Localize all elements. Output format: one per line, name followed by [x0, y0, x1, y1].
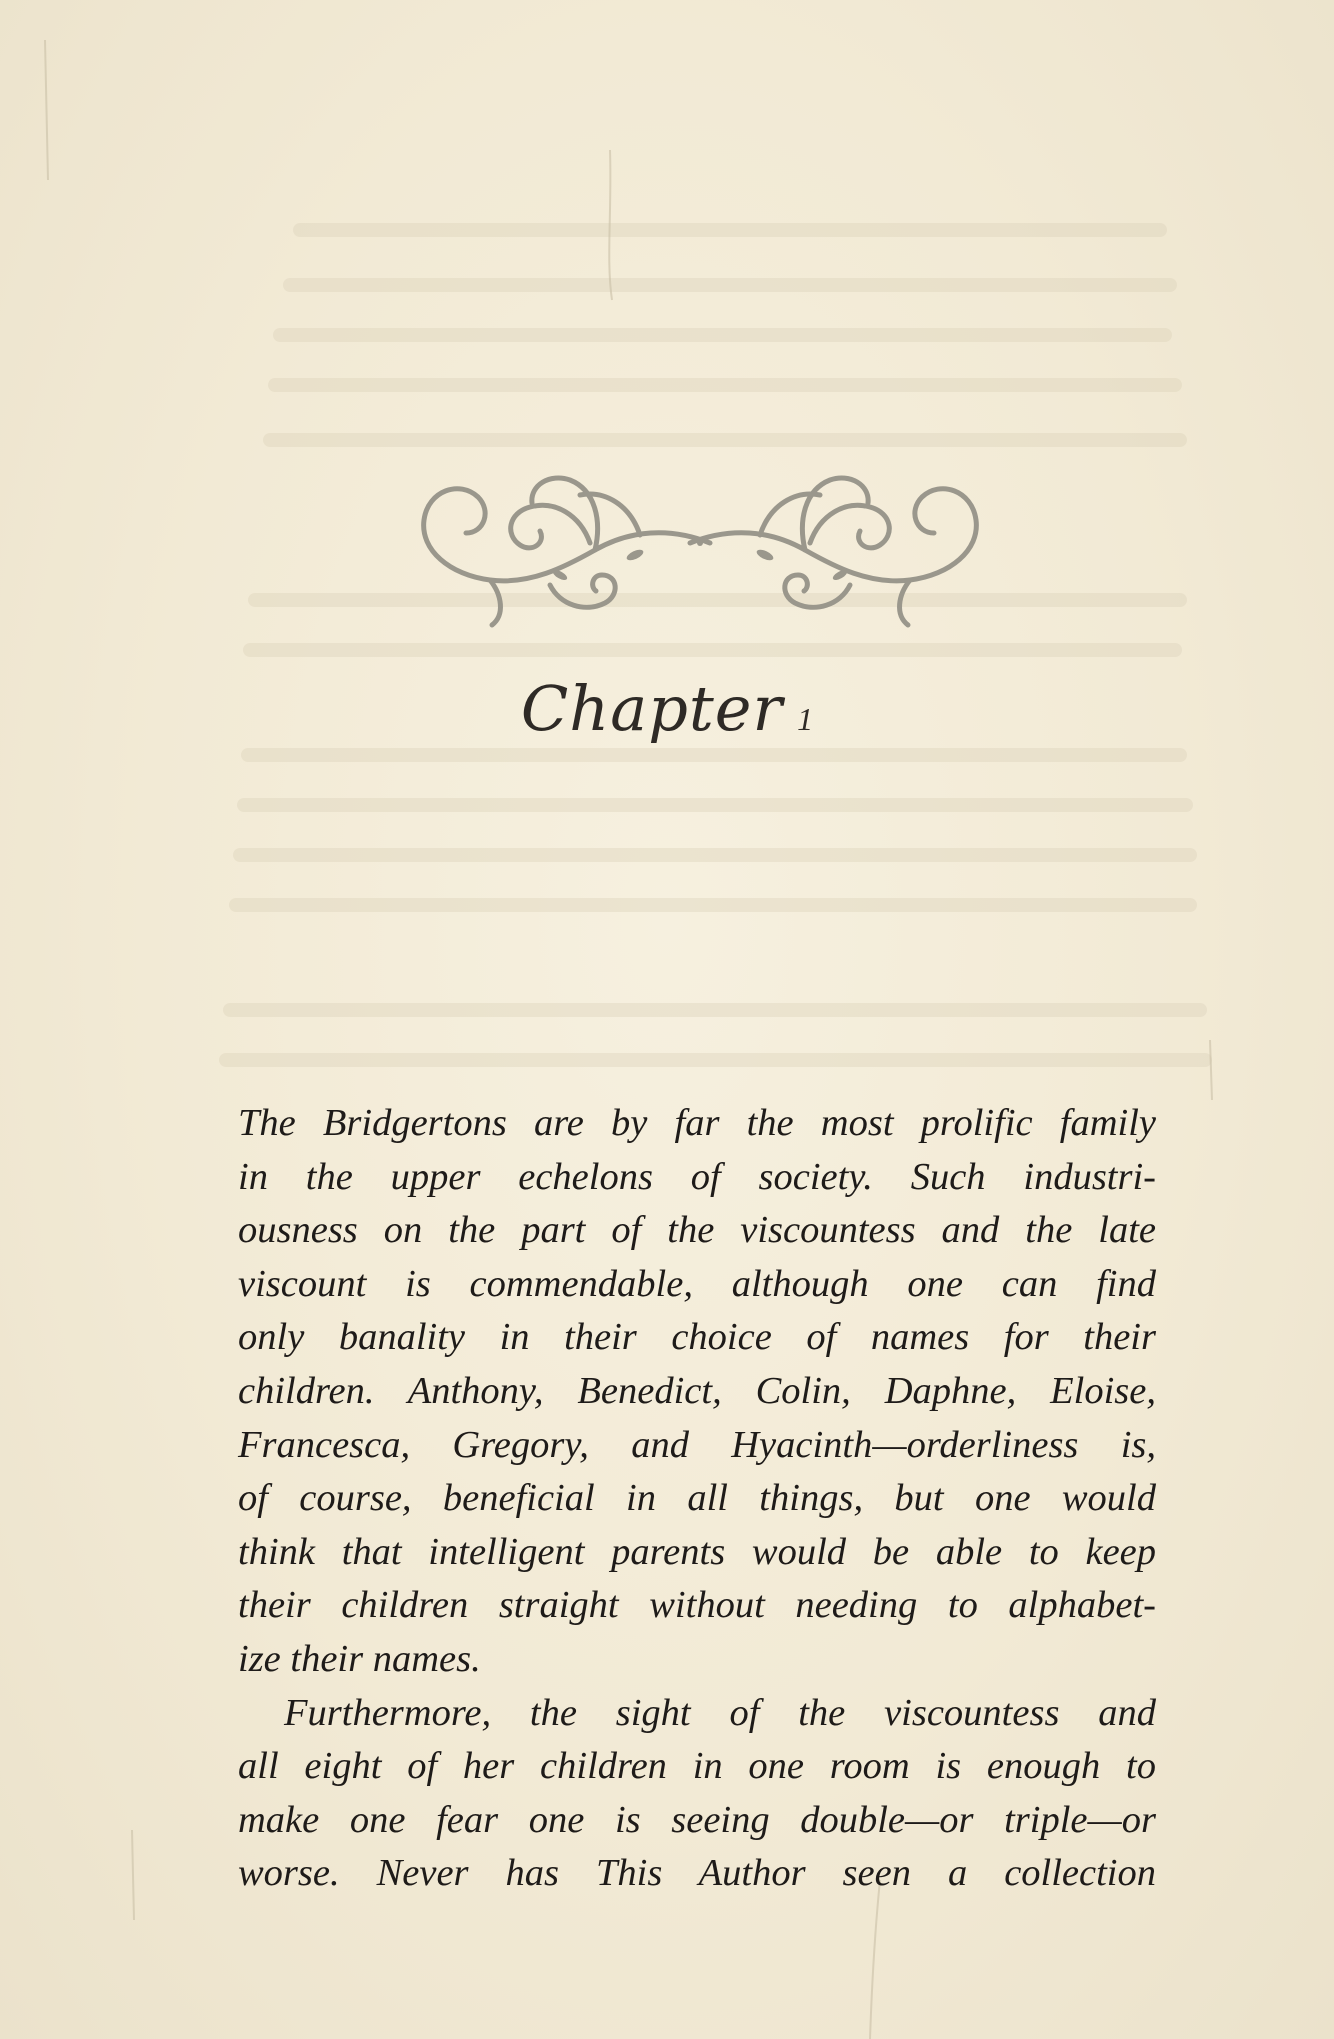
text-line: viscount is commendable, although one can find	[238, 1262, 1156, 1305]
text-line: children. Anthony, Benedict, Colin, Daphne, Eloise,	[238, 1369, 1156, 1412]
text-line: only banality in their choice of names for their	[238, 1316, 1156, 1359]
text-line: make one fear one is seeing double—or triple—or	[238, 1798, 1156, 1841]
text-line: in the upper echelons of society. Such industri-	[238, 1155, 1156, 1198]
paragraph-2	[238, 1687, 1156, 1901]
text-line: their children straight without needing to alphabet-	[238, 1584, 1156, 1627]
paragraph-1	[238, 1097, 1156, 1687]
text-line: Francesca, Gregory, and Hyacinth—orderliness is,	[238, 1423, 1156, 1466]
text-line: of course, beneficial in all things, but one would	[238, 1477, 1156, 1520]
chapter-body-text	[238, 1097, 1156, 1901]
text-line: The Bridgertons are by far the most prolific family	[238, 1102, 1156, 1144]
text-line: Furthermore, the sight of the viscountess and	[284, 1691, 1156, 1734]
text-line: all eight of her children in one room is enough to	[238, 1745, 1156, 1788]
chapter-number: 1	[797, 701, 814, 737]
text-line: worse. Never has This Author seen a collection	[238, 1852, 1156, 1895]
text-line: ize their names.	[238, 1637, 481, 1680]
text-line: think that intelligent parents would be able to keep	[238, 1530, 1156, 1573]
chapter-word: Chapter	[520, 672, 784, 745]
text-line: ousness on the part of the viscountess and the late	[238, 1209, 1156, 1252]
flourish-divider-icon	[380, 435, 1020, 645]
chapter-heading	[0, 672, 1334, 745]
